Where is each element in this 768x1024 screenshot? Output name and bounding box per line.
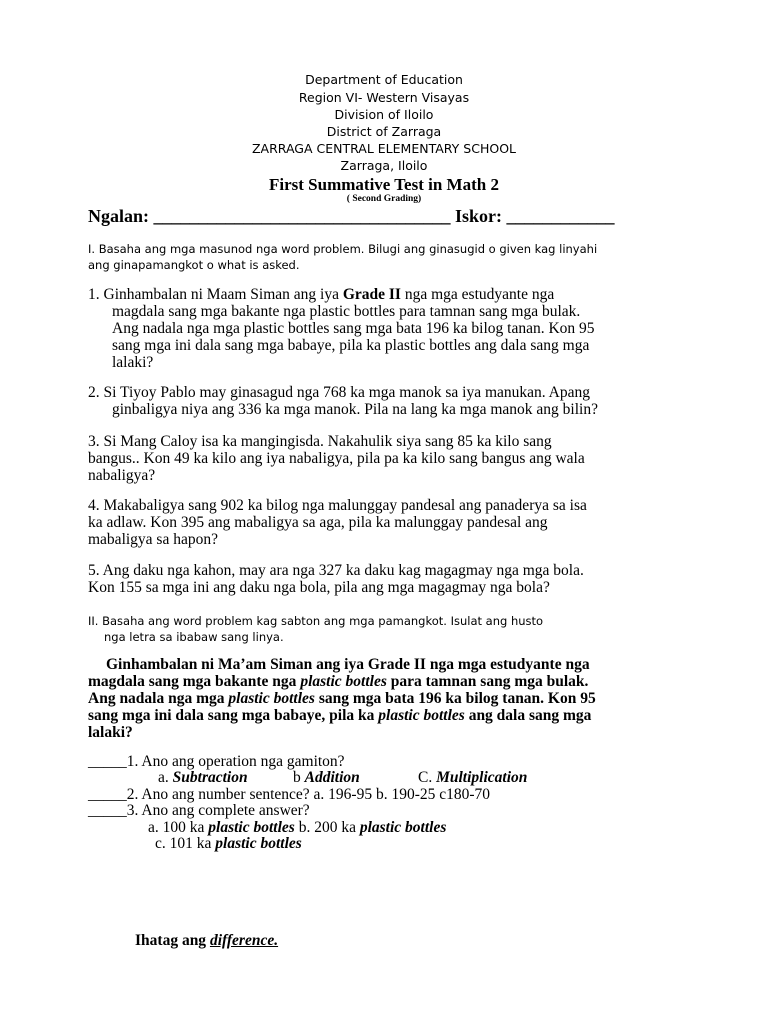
part2-instruction-line: nga letra sa ibabaw sang linya. — [104, 630, 284, 644]
question-1-option-a: a. Subtraction — [158, 769, 248, 786]
story-line: Ginhambalan ni Ma’am Siman ang iya Grade II nga mga estudyante nga — [106, 656, 590, 673]
question-1-option-b: b Addition — [293, 769, 360, 786]
part1-instruction-line: ang ginapamangkot o what is asked. — [88, 258, 300, 272]
problem-5-line: 5. Ang daku nga kahon, may ara nga 327 ka daku kag magagmay nga mga bola. — [88, 562, 584, 579]
question-1: _____1. Ano ang operation nga gamiton? — [88, 753, 345, 770]
problem-4-line: 4. Makabaligya sang 902 ka bilog nga malunggay pandesal ang panaderya sa isa — [88, 497, 587, 514]
problem-3-line: 3. Si Mang Caloy isa ka mangingisda. Nakahulik siya sang 85 ka kilo sang — [88, 433, 552, 450]
problem-1-line: 1. Ginhambalan ni Maam Siman ang iya Grade II nga mga estudyante nga — [88, 286, 555, 303]
department-heading: Department of Education — [305, 72, 463, 87]
footer-instruction: Ihatag ang difference. — [135, 932, 279, 949]
region-heading: Region VI- Western Visayas — [298, 90, 470, 105]
question-3-option-c: c. 101 ka plastic bottles — [155, 835, 302, 852]
problem-3-line: bangus.. Kon 49 ka kilo ang iya nabaligya, pila pa ka kilo sang bangus ang wala — [88, 450, 585, 467]
division-heading: Division of Iloilo — [334, 107, 434, 122]
problem-1-line: lalaki? — [112, 354, 154, 371]
problem-1-line: sang mga ini dala sang mga babaye, pila ka plastic bottles ang dala sang mga — [112, 337, 590, 354]
problem-1-line: magdala sang mga bakante nga plastic bottles para tamnan sang mga bulak. — [112, 303, 581, 320]
story-line: lalaki? — [88, 724, 133, 741]
test-title: First Summative Test in Math 2 — [269, 175, 499, 194]
story-line: Ang nadala nga mga plastic bottles sang mga bata 196 ka bilog tanan. Kon 95 — [88, 690, 596, 707]
school-heading: ZARRAGA CENTRAL ELEMENTARY SCHOOL — [251, 141, 516, 156]
test-subtitle: ( Second Grading) — [346, 194, 422, 204]
problem-4-line: mabaligya sa hapon? — [88, 531, 218, 548]
question-3-options-ab: a. 100 ka plastic bottles b. 200 ka plastic bottles — [148, 819, 447, 836]
difference-word: difference. — [209, 932, 279, 949]
problem-4-line: ka adlaw. Kon 395 ang mabaligya sa aga, pila ka malunggay pandesal ang — [88, 514, 548, 531]
question-2: _____2. Ano ang number sentence? a. 196-95 b. 190-25 c180-70 — [88, 786, 491, 803]
part2-instruction-line: II. Basaha ang word problem kag sabton ang mga pamangkot. Isulat ang husto — [88, 614, 544, 628]
problem-3-line: nabaligya? — [88, 467, 156, 484]
story-line: sang mga ini dala sang mga babaye, pila ka plastic bottles ang dala sang mga — [88, 707, 592, 724]
question-3: _____3. Ano ang complete answer? — [88, 802, 310, 819]
district-heading: District of Zarraga — [326, 124, 442, 139]
part1-instruction-line: I. Basaha ang mga masunod nga word problem. Bilugi ang ginasugid o given kag linyahi — [88, 242, 598, 256]
story-line: magdala sang mga bakante nga plastic bottles para tamnan sang mga bulak. — [88, 673, 589, 690]
problem-1-line: Ang nadala nga mga plastic bottles sang mga bata 196 ka bilog tanan. Kon 95 — [112, 320, 595, 337]
problem-5-line: Kon 155 sa mga ini ang daku nga bola, pila ang mga magagmay nga bola? — [88, 579, 550, 596]
name-score-line: Ngalan: _________________________________ Iskor: ____________ — [88, 206, 615, 226]
problem-2-line: 2. Si Tiyoy Pablo may ginasagud nga 768 ka mga manok sa iya manukan. Apang — [88, 384, 590, 401]
problem-2-line: ginbaligya niya ang 336 ka mga manok. Pila na lang ka mga manok ang bilin? — [112, 401, 598, 418]
grade-label: Grade II — [342, 286, 401, 303]
question-1-option-c: C. Multiplication — [418, 769, 528, 786]
town-heading: Zarraga, Iloilo — [340, 158, 428, 173]
